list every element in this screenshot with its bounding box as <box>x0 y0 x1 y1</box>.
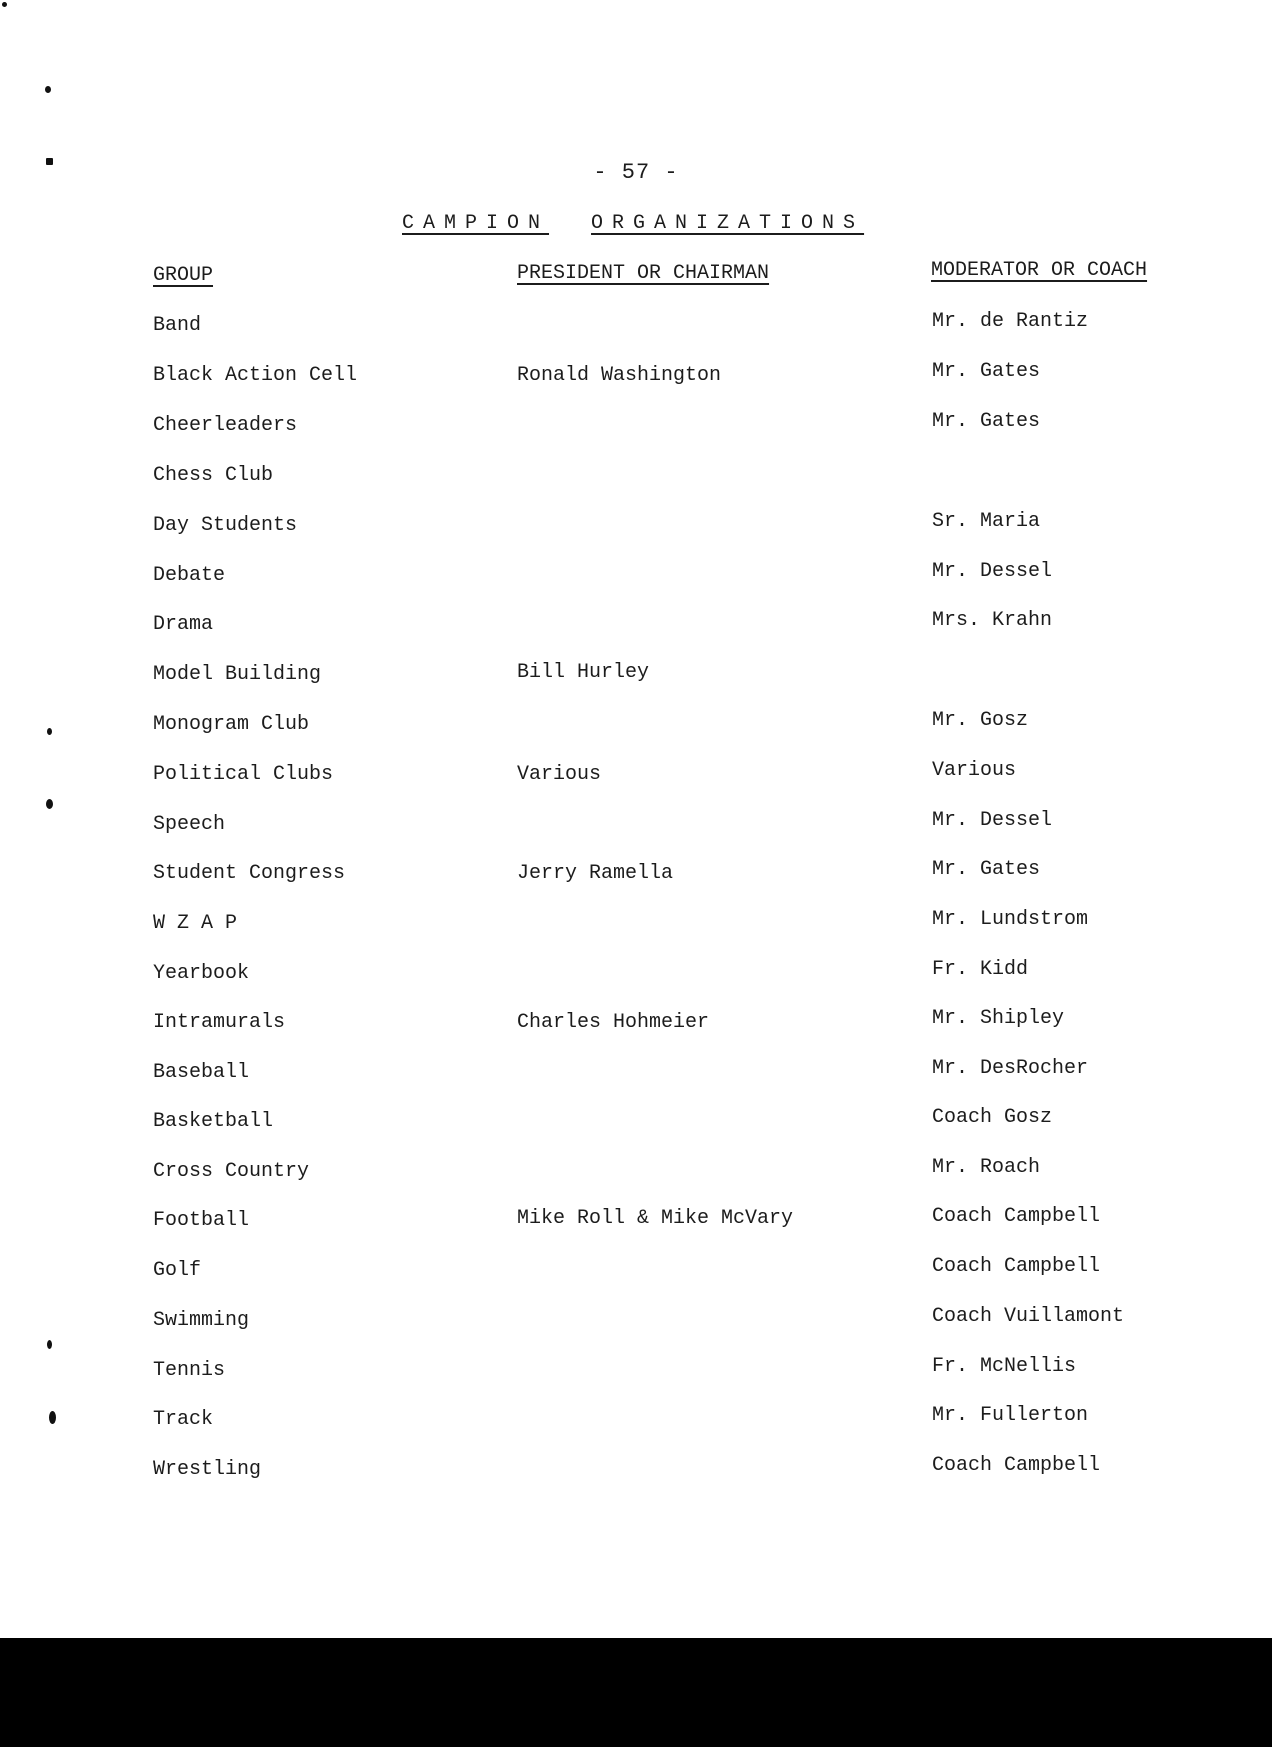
moderator-cell: Coach Vuillamont <box>932 1305 1125 1328</box>
table-row <box>0 858 1272 892</box>
group-cell: W Z A P <box>153 912 238 935</box>
table-row <box>0 1305 1272 1339</box>
table-row <box>0 464 1272 494</box>
group-cell: Chess Club <box>153 464 274 487</box>
table-row <box>0 709 1272 743</box>
group-cell: Black Action Cell <box>153 364 358 387</box>
moderator-cell: Various <box>932 759 1017 782</box>
table-row <box>0 809 1272 843</box>
column-header-president: PRESIDENT OR CHAIRMAN <box>517 262 770 285</box>
column-header-group: GROUP <box>153 264 214 287</box>
moderator-cell: Fr. Kidd <box>932 958 1029 981</box>
scan-speck <box>2 2 7 7</box>
table-row <box>0 1156 1272 1190</box>
scan-bottom-border <box>0 1638 1272 1747</box>
moderator-cell: Mr. Gates <box>932 360 1041 383</box>
president-cell: Bill Hurley <box>517 661 650 684</box>
moderator-cell: Mr. Lundstrom <box>932 908 1089 931</box>
moderator-cell: Mr. de Rantiz <box>932 310 1089 333</box>
president-cell: Jerry Ramella <box>517 862 674 885</box>
group-cell: Yearbook <box>153 962 250 985</box>
document-title <box>402 212 864 235</box>
group-cell: Intramurals <box>153 1011 286 1034</box>
moderator-cell: Coach Campbell <box>932 1205 1101 1228</box>
table-row <box>0 908 1272 942</box>
group-cell: Golf <box>153 1259 202 1282</box>
scan-speck <box>46 158 53 165</box>
moderator-cell: Fr. McNellis <box>932 1355 1077 1378</box>
scan-speck <box>47 1340 52 1349</box>
group-cell: Track <box>153 1408 214 1431</box>
president-cell: Charles Hohmeier <box>517 1011 710 1034</box>
table-row <box>0 1355 1272 1389</box>
group-cell: Cheerleaders <box>153 414 298 437</box>
group-cell: Debate <box>153 564 226 587</box>
moderator-cell: Mr. Dessel <box>932 560 1053 583</box>
table-row <box>0 560 1272 594</box>
scan-speck <box>47 728 52 735</box>
table-row <box>0 310 1272 344</box>
group-cell: Band <box>153 314 202 337</box>
moderator-cell: Mr. Gosz <box>932 709 1029 732</box>
group-cell: Drama <box>153 613 214 636</box>
moderator-cell: Mrs. Krahn <box>932 609 1053 632</box>
table-row <box>0 1454 1272 1488</box>
table-row <box>0 663 1272 693</box>
moderator-cell: Sr. Maria <box>932 510 1041 533</box>
group-cell: Model Building <box>153 663 322 686</box>
page-number: - 57 - <box>593 160 679 185</box>
table-row <box>0 1007 1272 1041</box>
moderator-cell: Mr. Dessel <box>932 809 1053 832</box>
president-cell: Ronald Washington <box>517 364 722 387</box>
scan-speck <box>46 799 53 809</box>
president-cell: Various <box>517 763 602 786</box>
title-word-organizations: ORGANIZATIONS <box>591 212 865 235</box>
scan-speck <box>49 1411 56 1424</box>
moderator-cell: Mr. Gates <box>932 858 1041 881</box>
group-cell: Baseball <box>153 1061 250 1084</box>
table-row <box>0 1205 1272 1239</box>
group-cell: Swimming <box>153 1309 250 1332</box>
table-row <box>0 410 1272 444</box>
group-cell: Cross Country <box>153 1160 310 1183</box>
table-row <box>0 609 1272 643</box>
title-word-campion: CAMPION <box>402 212 550 235</box>
moderator-cell: Coach Campbell <box>932 1255 1101 1278</box>
table-row <box>0 510 1272 544</box>
moderator-cell: Coach Gosz <box>932 1106 1053 1129</box>
scan-speck <box>45 86 51 93</box>
group-cell: Day Students <box>153 514 298 537</box>
table-row <box>0 1106 1272 1140</box>
group-cell: Student Congress <box>153 862 346 885</box>
group-cell: Football <box>153 1209 250 1232</box>
table-row <box>0 1255 1272 1289</box>
table-row <box>0 360 1272 394</box>
president-cell: Mike Roll & Mike McVary <box>517 1207 794 1230</box>
table-row <box>0 759 1272 793</box>
group-cell: Political Clubs <box>153 763 334 786</box>
group-cell: Basketball <box>153 1110 274 1133</box>
column-header-moderator: MODERATOR OR COACH <box>931 259 1148 282</box>
table-row <box>0 958 1272 992</box>
table-row <box>0 1404 1272 1438</box>
group-cell: Speech <box>153 813 226 836</box>
moderator-cell: Mr. Fullerton <box>932 1404 1089 1427</box>
table-row <box>0 1057 1272 1091</box>
group-cell: Wrestling <box>153 1458 262 1481</box>
moderator-cell: Mr. Roach <box>932 1156 1041 1179</box>
moderator-cell: Mr. Gates <box>932 410 1041 433</box>
moderator-cell: Mr. Shipley <box>932 1007 1065 1030</box>
moderator-cell: Coach Campbell <box>932 1454 1101 1477</box>
moderator-cell: Mr. DesRocher <box>932 1057 1089 1080</box>
group-cell: Tennis <box>153 1359 226 1382</box>
group-cell: Monogram Club <box>153 713 310 736</box>
